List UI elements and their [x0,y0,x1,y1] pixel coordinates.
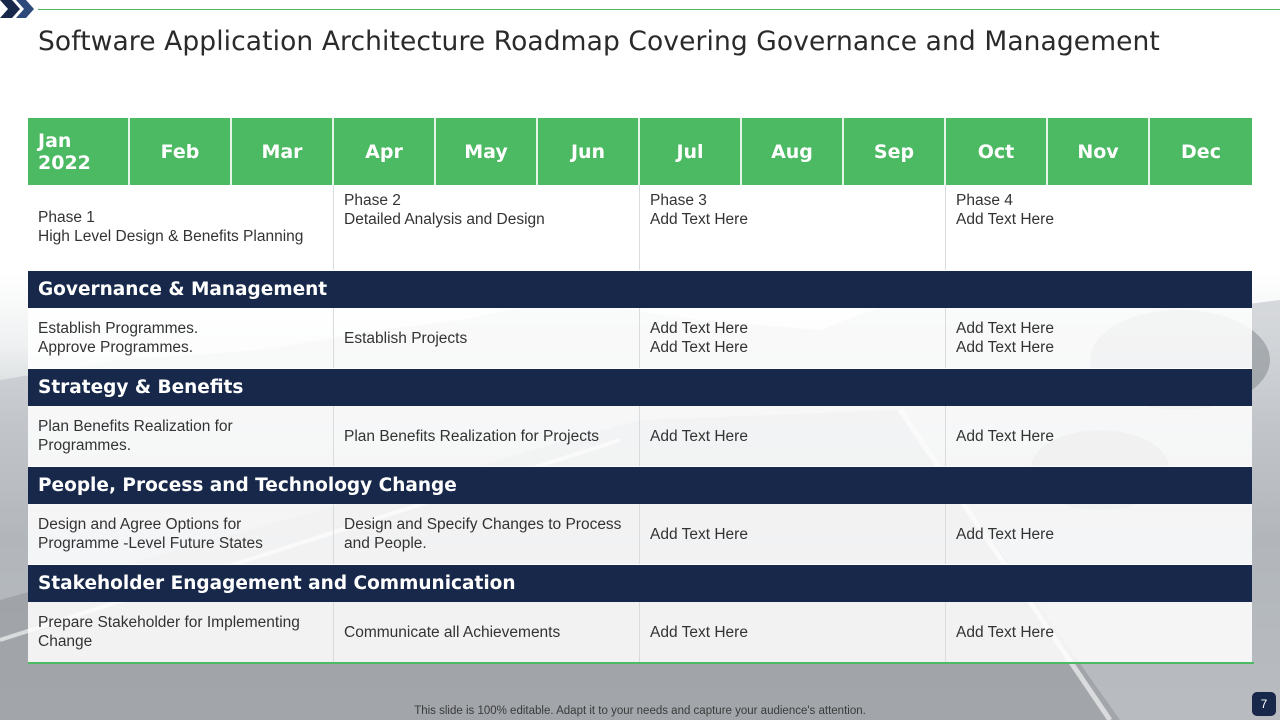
cell-line: Add Text Here [650,339,748,356]
phase-description: High Level Design & Benefits Planning [38,228,304,245]
phase-cell [28,185,334,270]
month-header: Aug [742,118,844,185]
table-cell [946,504,1252,564]
cell-line: Change [38,633,93,650]
table-cell [28,406,334,466]
table-cell [28,504,334,564]
month-header: Dec [1181,140,1221,163]
cell-line: Design and Agree Options for [38,516,242,533]
table-cell [334,406,640,466]
month-header: Jul [640,118,742,185]
table-cell [334,504,640,564]
phase-description: Add Text Here [650,211,748,228]
table-cell [946,308,1252,368]
table-cell [28,602,334,662]
cell-line: Add Text Here [956,525,1054,543]
month-header: Apr [334,118,436,185]
table-cell [640,308,946,368]
footer-note: This slide is 100% editable. Adapt it to your needs and capture your audience's attention. [414,705,866,717]
phase-cell [640,185,946,270]
section-heading: Governance & Management [28,270,1252,308]
bottom-divider [28,662,1254,664]
section-row [28,308,1252,368]
cell-line: Communicate all Achievements [344,623,561,641]
chevron-logo-icon [0,0,40,20]
cell-line: and People. [344,535,427,552]
cell-line: Add Text Here [650,525,748,543]
cell-line: Add Text Here [956,623,1054,641]
month-header: Nov [1048,118,1150,185]
section-heading: Stakeholder Engagement and Communication [28,564,1252,602]
roadmap-table [28,118,1252,664]
section-heading: People, Process and Technology Change [28,466,1252,504]
table-cell [28,308,334,368]
cell-line: Add Text Here [650,320,748,337]
table-cell [946,602,1252,662]
cell-line: Programme -Level Future States [38,535,263,552]
phase-cell [334,185,640,270]
cell-line: Establish Programmes. [38,320,199,337]
table-cell [640,504,946,564]
page-number-badge: 7 [1252,692,1276,716]
table-cell [946,406,1252,466]
cell-line: Prepare Stakeholder for Implementing [38,614,300,631]
cell-line: Programmes. [38,437,132,454]
phase-name: Phase 1 [38,209,95,226]
page-title: Software Application Architecture Roadmap Covering Governance and Management [38,26,1160,57]
table-cell [640,602,946,662]
cell-line: Plan Benefits Realization for Projects [344,427,600,445]
month-header: May [436,118,538,185]
cell-line: Add Text Here [956,427,1054,445]
cell-line: Establish Projects [344,329,468,347]
cell-line: Add Text Here [956,339,1054,356]
cell-line: Plan Benefits Realization for [38,418,233,435]
section-heading: Strategy & Benefits [28,368,1252,406]
phase-name: Phase 2 [344,192,401,209]
table-cell [334,308,640,368]
phase-row [28,185,1252,270]
cell-line: Approve Programmes. [38,339,194,356]
section-row [28,602,1252,662]
phase-name: Phase 4 [956,192,1013,209]
cell-line: Add Text Here [956,320,1054,337]
phase-name: Phase 3 [650,192,707,209]
table-cell [334,602,640,662]
cell-line: Add Text Here [650,427,748,445]
section-row [28,406,1252,466]
month-header-row [28,118,1252,185]
top-divider [38,9,1280,10]
month-header: Jan 2022 [28,118,130,185]
month-header: Oct [946,118,1048,185]
month-header: Feb [130,118,232,185]
month-header: Mar [232,118,334,185]
cell-line: Design and Specify Changes to Process [344,516,622,533]
phase-cell [946,185,1252,270]
phase-description: Add Text Here [956,211,1054,228]
month-header: Sep [844,118,946,185]
cell-line: Add Text Here [650,623,748,641]
table-cell [640,406,946,466]
month-header: Jun [538,118,640,185]
phase-description: Detailed Analysis and Design [344,211,545,228]
section-row [28,504,1252,564]
